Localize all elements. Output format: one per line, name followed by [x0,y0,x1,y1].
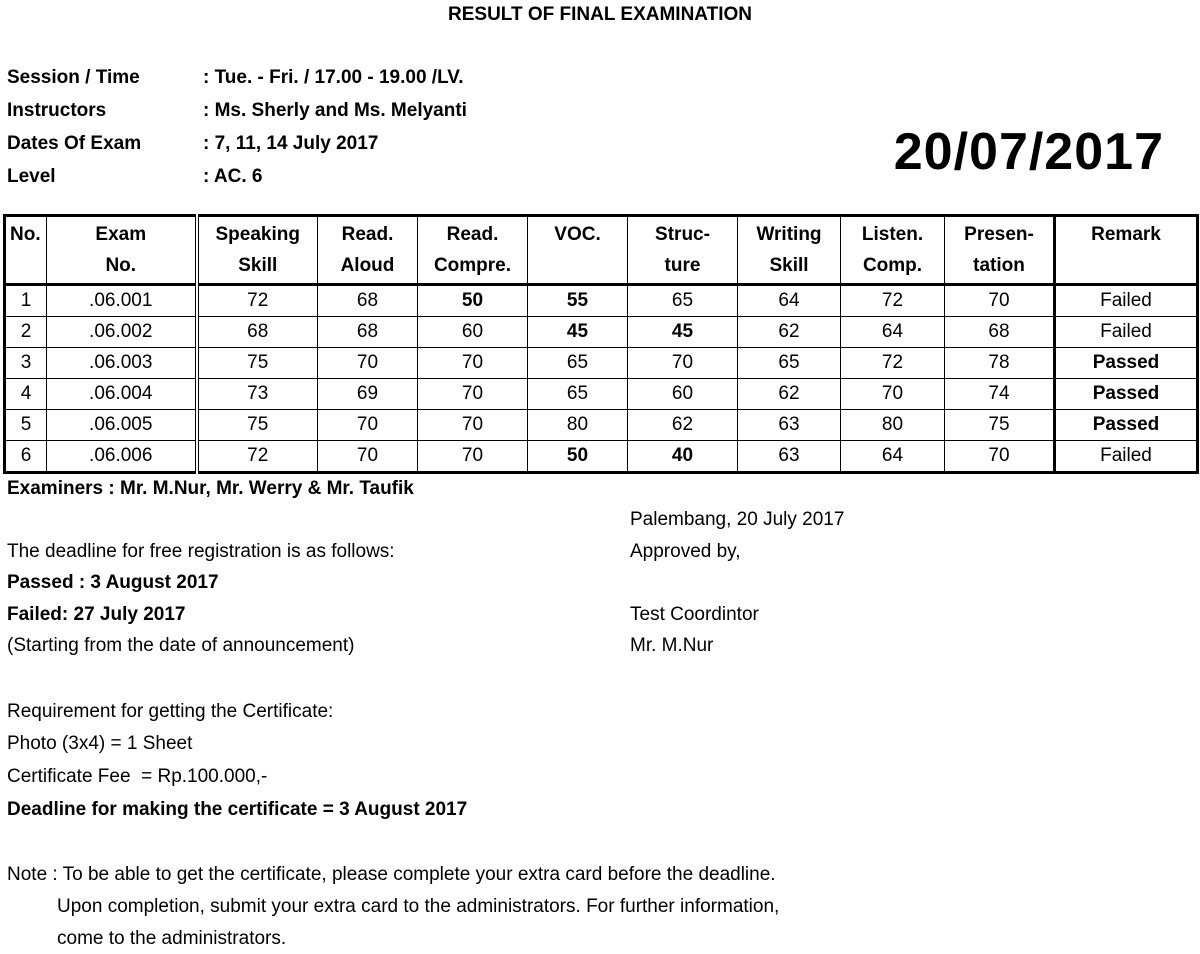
info-label: Instructors [7,99,107,121]
cell-listening: 80 [841,410,945,441]
exam-info [7,61,467,193]
cell-remark: Failed [1055,285,1198,317]
cell-exam-no: .06.004 [47,379,197,410]
cell-writing: 63 [738,410,841,441]
col-header-remark: Remark [1055,216,1198,285]
cell-speaking: 72 [197,285,318,317]
info-row-dates [7,127,467,160]
col-header-no: No. [5,216,47,285]
cell-no: 3 [5,348,47,379]
page-title: RESULT OF FINAL EXAMINATION [448,4,752,25]
info-label: Session / Time [7,66,140,88]
cell-voc: 55 [528,285,628,317]
cell-listening: 64 [841,441,945,473]
announcement-date: 20/07/2017 [893,123,1164,181]
info-row-level [7,160,467,193]
cell-speaking: 72 [197,441,318,473]
registration-intro: The deadline for free registration is as follows: [7,541,395,562]
info-label: Level [7,165,56,187]
cell-writing: 64 [738,285,841,317]
cell-no: 1 [5,285,47,317]
table-row [5,348,1198,379]
cell-voc: 45 [528,317,628,348]
cell-listening: 70 [841,379,945,410]
cell-no: 4 [5,379,47,410]
cell-structure: 62 [628,410,738,441]
cell-writing: 62 [738,317,841,348]
cell-read-compre: 70 [418,410,528,441]
table-header-row [5,216,1198,285]
cell-structure: 45 [628,317,738,348]
info-value: : 7, 11, 14 July 2017 [203,132,379,154]
cell-read-aloud: 68 [318,285,418,317]
cell-remark: Passed [1055,410,1198,441]
table-row [5,285,1198,317]
col-header-read-aloud: Read. Aloud [318,216,418,285]
cell-exam-no: .06.001 [47,285,197,317]
note-line-3: come to the administrators. [57,928,287,949]
info-value: : Ms. Sherly and Ms. Melyanti [203,99,467,121]
cell-presentation: 75 [945,410,1055,441]
cell-speaking: 75 [197,348,318,379]
cell-presentation: 70 [945,441,1055,473]
cell-read-compre: 70 [418,441,528,473]
cell-read-compre: 70 [418,348,528,379]
cell-speaking: 75 [197,410,318,441]
certificate-photo: Photo (3x4) = 1 Sheet [7,733,193,754]
col-header-exam-no: Exam No. [47,216,197,285]
cell-exam-no: .06.005 [47,410,197,441]
cell-structure: 65 [628,285,738,317]
approval-approved-by: Approved by, [630,541,741,562]
cell-read-aloud: 70 [318,348,418,379]
registration-failed: Failed: 27 July 2017 [7,604,186,625]
cell-read-aloud: 69 [318,379,418,410]
approval-place-date: Palembang, 20 July 2017 [630,509,845,530]
col-header-structure: Struc- ture [628,216,738,285]
cell-listening: 72 [841,348,945,379]
cell-writing: 62 [738,379,841,410]
col-header-voc: VOC. [528,216,628,285]
note-line-1: Note : To be able to get the certificate, please complete your extra card before the deadline. [7,864,776,885]
cell-structure: 60 [628,379,738,410]
cell-structure: 70 [628,348,738,379]
cell-remark: Passed [1055,348,1198,379]
table-row [5,379,1198,410]
cell-voc: 80 [528,410,628,441]
cell-exam-no: .06.003 [47,348,197,379]
cell-exam-no: .06.006 [47,441,197,473]
cell-writing: 65 [738,348,841,379]
col-header-listening: Listen. Comp. [841,216,945,285]
cell-presentation: 68 [945,317,1055,348]
certificate-heading: Requirement for getting the Certificate: [7,701,334,722]
table-row [5,410,1198,441]
cell-voc: 50 [528,441,628,473]
cell-read-compre: 70 [418,379,528,410]
certificate-fee: Certificate Fee = Rp.100.000,- [7,766,268,787]
cell-read-compre: 60 [418,317,528,348]
certificate-deadline: Deadline for making the certificate = 3 August 2017 [7,799,468,820]
cell-listening: 64 [841,317,945,348]
cell-writing: 63 [738,441,841,473]
approval-name: Mr. M.Nur [630,635,714,656]
info-row-session [7,61,467,94]
results-table [3,214,1199,474]
cell-presentation: 74 [945,379,1055,410]
cell-structure: 40 [628,441,738,473]
cell-voc: 65 [528,348,628,379]
info-value: : Tue. - Fri. / 17.00 - 19.00 /LV. [203,66,464,88]
cell-no: 5 [5,410,47,441]
cell-presentation: 78 [945,348,1055,379]
cell-remark: Failed [1055,441,1198,473]
cell-speaking: 68 [197,317,318,348]
examiners-line: Examiners : Mr. M.Nur, Mr. Werry & Mr. Taufik [7,478,414,499]
table-row [5,317,1198,348]
cell-remark: Passed [1055,379,1198,410]
cell-voc: 65 [528,379,628,410]
cell-read-aloud: 70 [318,441,418,473]
cell-read-aloud: 70 [318,410,418,441]
approval-role: Test Coordintor [630,604,759,625]
registration-passed: Passed : 3 August 2017 [7,572,219,593]
cell-listening: 72 [841,285,945,317]
cell-exam-no: .06.002 [47,317,197,348]
cell-read-aloud: 68 [318,317,418,348]
registration-note: (Starting from the date of announcement) [7,635,355,656]
col-header-presentation: Presen- tation [945,216,1055,285]
info-row-instructors [7,94,467,127]
info-label: Dates Of Exam [7,132,142,154]
col-header-read-compre: Read. Compre. [418,216,528,285]
note-line-2: Upon completion, submit your extra card to the administrators. For further information, [57,896,780,917]
col-header-speaking: Speaking Skill [197,216,318,285]
col-header-writing: Writing Skill [738,216,841,285]
info-value: : AC. 6 [203,165,263,187]
cell-no: 6 [5,441,47,473]
cell-presentation: 70 [945,285,1055,317]
cell-remark: Failed [1055,317,1198,348]
cell-no: 2 [5,317,47,348]
table-row [5,441,1198,473]
cell-speaking: 73 [197,379,318,410]
cell-read-compre: 50 [418,285,528,317]
